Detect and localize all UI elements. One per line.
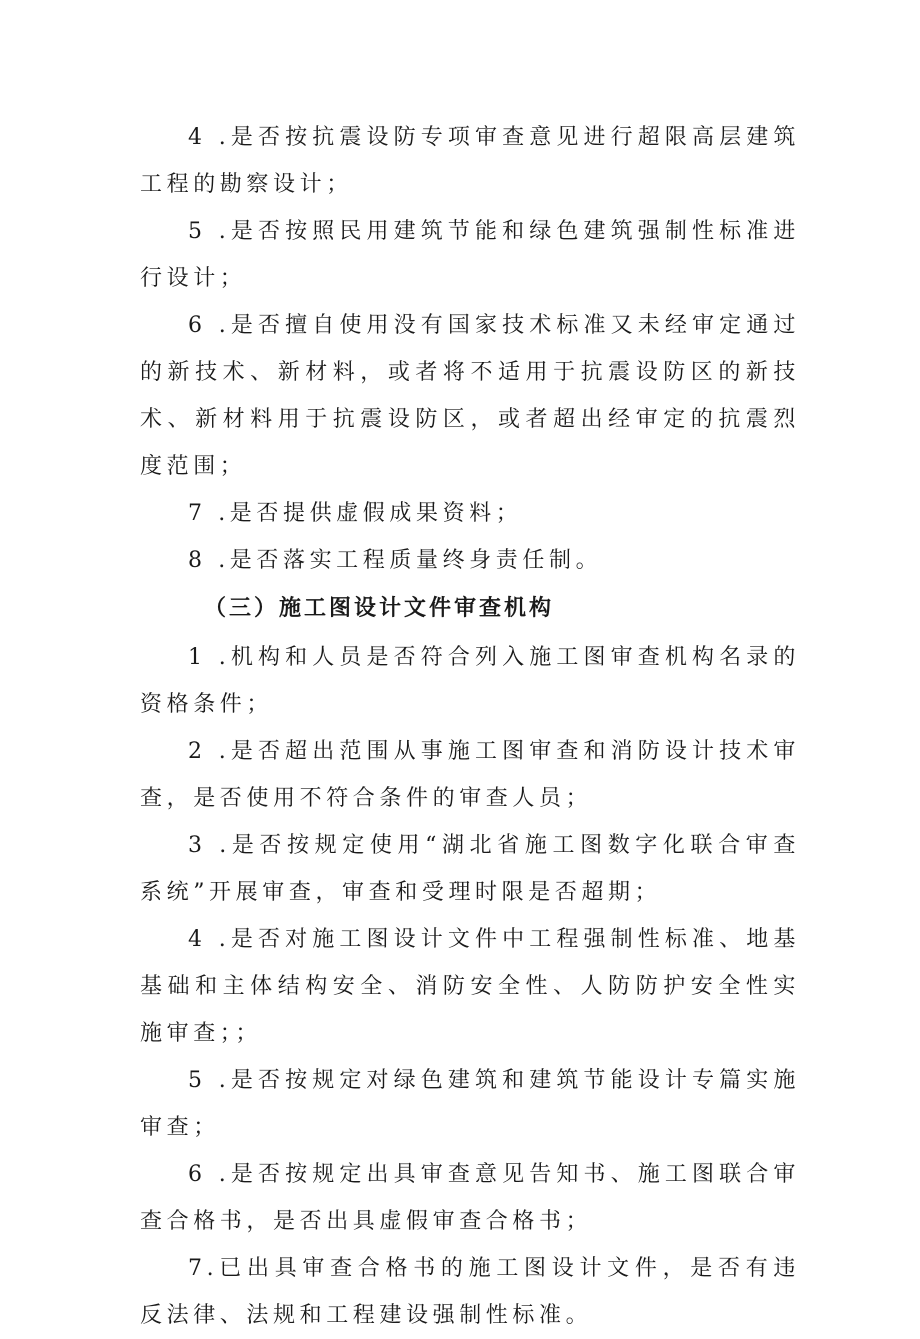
list-item: 2 .是否超出范围从事施工图审查和消防设计技术审查，是否使用不符合条件的审查人员；: [140, 739, 800, 811]
document-page: [140, 114, 800, 1339]
list-item: 7.已出具审查合格书的施工图设计文件，是否有违反法律、法规和工程建设强制性标准。: [140, 1256, 800, 1328]
section-heading: （三）施工图设计文件审查机构: [204, 596, 555, 621]
list-item: 8 .是否落实工程质量终身责任制。: [188, 548, 603, 573]
list-item: 7 .是否提供虚假成果资料；: [188, 501, 523, 526]
list-item: 5 .是否按规定对绿色建筑和建筑节能设计专篇实施审查；: [140, 1068, 800, 1140]
list-item: 4 .是否对施工图设计文件中工程强制性标准、地基基础和主体结构安全、消防安全性、人防防护安全性实施审查；；: [140, 927, 800, 1046]
list-item: 6 .是否按规定出具审查意见告知书、施工图联合审查合格书，是否出具虚假审查合格书；: [140, 1162, 800, 1234]
list-item: 4 .是否按抗震设防专项审查意见进行超限高层建筑工程的勘察设计；: [140, 125, 800, 197]
list-item: 5 .是否按照民用建筑节能和绿色建筑强制性标准进行设计；: [140, 219, 800, 291]
list-item: 6 .是否擅自使用没有国家技术标准又未经审定通过的新技术、新材料，或者将不适用于抗震设防区的新技术、新材料用于抗震设防区，或者超出经审定的抗震烈度范围；: [140, 313, 800, 479]
list-item: 3 .是否按规定使用“湖北省施工图数字化联合审查系统”开展审查，审查和受理时限是否超期；: [140, 833, 800, 905]
list-item: 1 .机构和人员是否符合列入施工图审查机构名录的资格条件；: [140, 645, 800, 717]
previous-section: [140, 114, 800, 584]
section-three: [140, 584, 800, 1339]
